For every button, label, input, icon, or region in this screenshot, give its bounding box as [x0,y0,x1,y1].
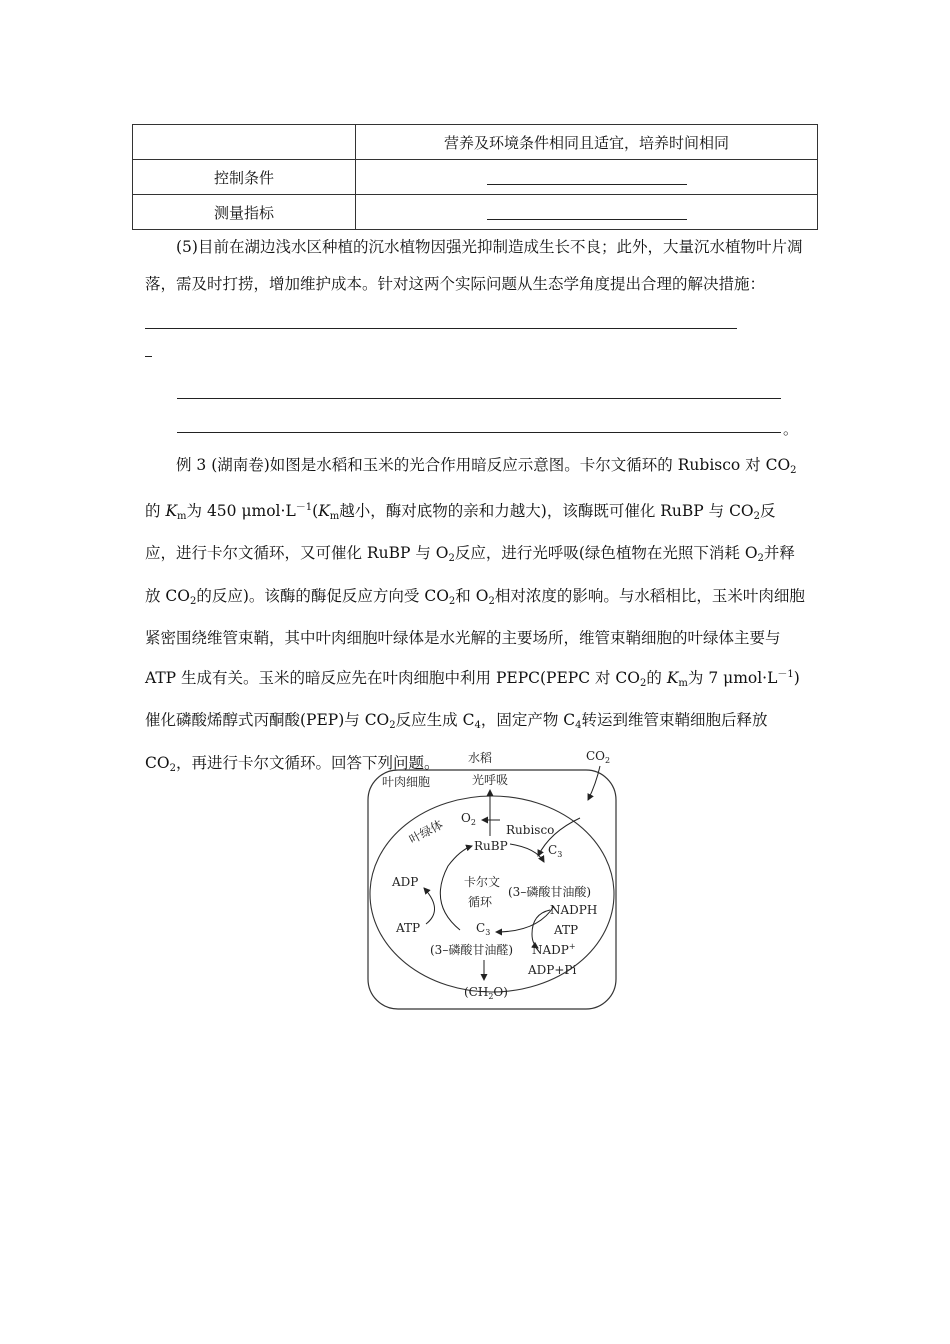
adp-pi-label: ADP+Pi [528,963,577,977]
example-3-paragraph: 例 3 (湖南卷)如图是水稻和玉米的光合作用暗反应示意图。卡尔文循环的 Rubisco 对 $CO_2$的 $K_m$为 450 $\mu mol\cdot L^{-1}(K_m$越小，酶对底物的亲和力越大)，该酶既可催化 RuBP 与 $CO_2$反应，进行卡尔文循环，又可催化 RuBP 与 $O_2$反应，进行光呼吸(绿色植物在光照下消耗 $O_2$并释放 $CO_2$的反应)。该酶的酶促反应方向受 $CO_2$和 $O_2$相对浓度的影响。与水稻相比，玉米叶肉细胞紧密围绕维管束鞘，其中叶肉细胞叶绿体是水光解的主要场所，维管束鞘细胞的叶绿体主要与 ATP 生成有关。玉米的暗反应先在叶肉细胞中利用 PEPC(PEPC 对 $CO_2$的 $K_m$为 7 $\mu mol\cdot L^{-1}$)催化磷酸烯醇式丙酮酸(PEP)与 $CO_2$反应生成 $C_4$，固定产物 $C_4$转运到维管束鞘细胞后释放 $CO_2$，再进行卡尔文循环。回答下列问题。 [145,456,805,774]
rubp-label: RuBP [474,839,508,853]
table-cell-measure-label: 测量指标 [133,195,356,230]
adp-left-label: ADP [392,875,419,889]
answer-blank [487,172,687,185]
nadph-label: NADPH [550,903,598,917]
atp-left-label: ATP [396,921,421,935]
question-5 [145,229,805,339]
gap-label: (3–磷酸甘油醛) [430,943,513,957]
c3-top-label: $C_3$ [548,843,563,859]
calvin-label-1: 卡尔文 [464,875,501,889]
rubisco-label: Rubisco [506,823,555,837]
end-mark: 。 [783,420,799,438]
table-cell-control-label: 控制条件 [133,160,356,195]
cycle-arc-top [510,844,544,862]
o2-label: $O_2$ [461,811,476,827]
photorespiration-label: 光呼吸 [472,773,509,787]
experiment-table [132,124,818,230]
table-cell-control-blank[interactable] [356,160,818,195]
c3-bottom-label: $C_3$ [476,921,491,937]
atp-right-label: ATP [554,923,579,937]
table-cell-row1-label [133,125,356,160]
cycle-arc-right [496,906,554,932]
ch2o-label: $(CH_2O)$ [464,985,508,1001]
calvin-cycle-diagram [360,744,630,1016]
nadp-label: NADP+ [532,942,576,957]
answer-line[interactable] [177,432,781,433]
mesophyll-cell-label: 叶肉细胞 [382,775,431,789]
rice-label: 水稻 [468,751,493,765]
table-cell-row1-value: 营养及环境条件相同且适宜，培养时间相同 [356,125,818,160]
calvin-label-2: 循环 [468,895,493,909]
atp-adp-arrow [424,888,435,924]
co2-label: $CO_2$ [586,749,611,765]
answer-line[interactable] [177,398,781,399]
answer-blank [487,207,687,220]
table-cell-measure-blank[interactable] [356,195,818,230]
pga-label: (3–磷酸甘油酸) [508,885,591,899]
chloroplast-label: 叶绿体 [406,817,446,847]
answer-line-tail [145,356,152,357]
answer-line[interactable] [145,314,737,329]
question-5-text: (5)目前在湖边浅水区种植的沉水植物因强光抑制造成生长不良；此外，大量沉水植物叶片凋落，需及时打捞，增加维护成本。针对这两个实际问题从生态学角度提出合理的解决措施： [145,238,803,293]
